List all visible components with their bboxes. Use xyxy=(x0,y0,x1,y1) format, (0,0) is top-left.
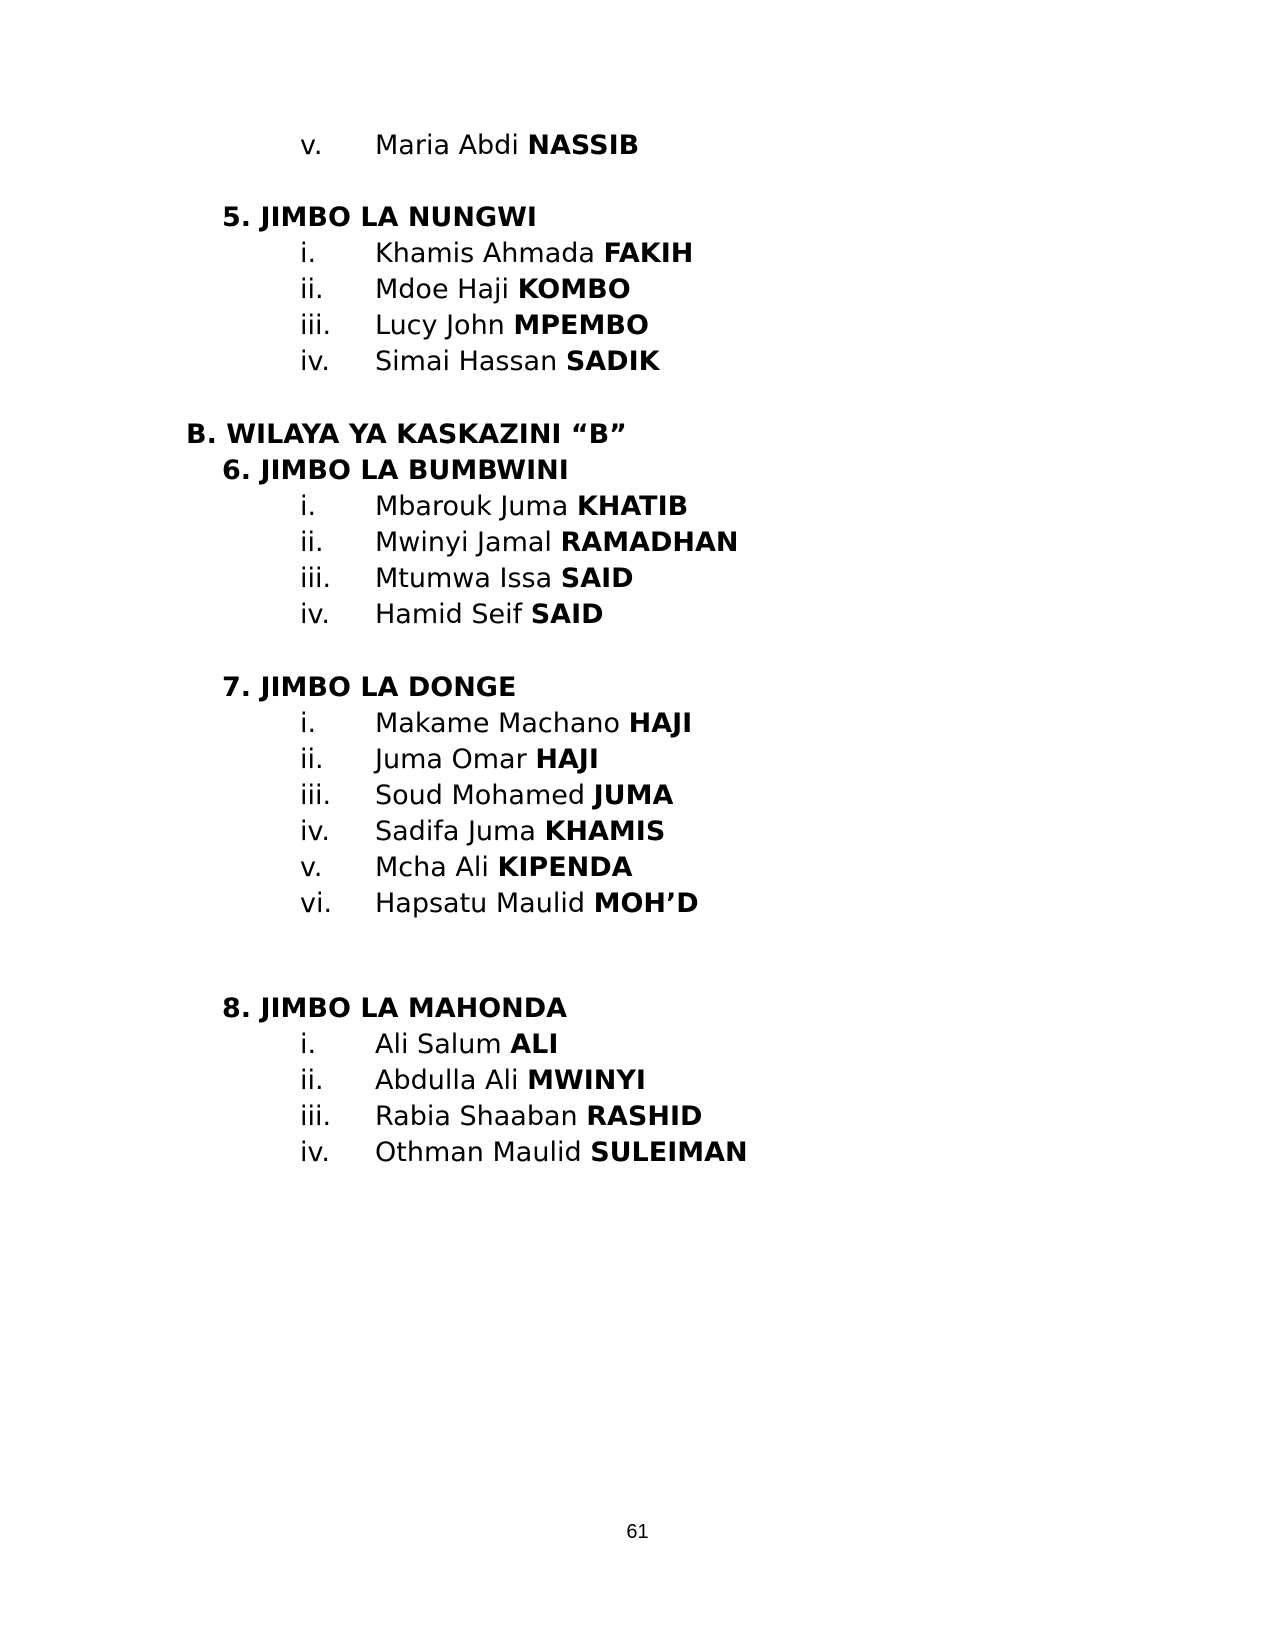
list-numeral: ii. xyxy=(300,1065,324,1096)
district-heading: B. WILAYA YA KASKAZINI “B” xyxy=(186,419,627,450)
list-numeral: ii. xyxy=(300,527,324,558)
member-given-name: Mtumwa Issa xyxy=(375,563,553,594)
member-surname: NASSIB xyxy=(527,130,640,161)
member-name xyxy=(375,307,649,345)
member-name xyxy=(375,524,738,562)
member-given-name: Khamis Ahmada xyxy=(375,238,595,269)
list-numeral: i. xyxy=(300,708,317,739)
list-numeral: iv. xyxy=(300,1137,330,1168)
member-given-name: Soud Mohamed xyxy=(375,780,586,811)
list-numeral: ii. xyxy=(300,274,324,305)
member-surname: KHAMIS xyxy=(544,816,666,847)
member-name xyxy=(375,741,599,779)
member-name xyxy=(375,885,699,923)
member-surname: KIPENDA xyxy=(497,852,633,883)
member-given-name: Hapsatu Maulid xyxy=(375,888,585,919)
member-name xyxy=(375,777,673,815)
list-numeral: ii. xyxy=(300,744,324,775)
member-surname: RAMADHAN xyxy=(560,527,739,558)
page-number: 61 xyxy=(626,1521,649,1543)
list-numeral: i. xyxy=(300,491,317,522)
member-name xyxy=(375,1098,702,1136)
member-surname: HAJI xyxy=(535,744,599,775)
member-name xyxy=(375,813,665,851)
member-surname: SAID xyxy=(560,563,634,594)
member-name xyxy=(375,560,634,598)
list-numeral: iii. xyxy=(300,780,332,811)
member-given-name: Lucy John xyxy=(375,310,505,341)
member-surname: KHATIB xyxy=(576,491,689,522)
member-name xyxy=(375,235,693,273)
list-numeral: iii. xyxy=(300,1101,332,1132)
list-numeral: i. xyxy=(300,238,317,269)
member-surname: MOH’D xyxy=(593,888,699,919)
list-numeral: v. xyxy=(300,852,323,883)
member-given-name: Ali Salum xyxy=(375,1029,502,1060)
member-given-name: Hamid Seif xyxy=(375,599,523,630)
member-name xyxy=(375,271,631,309)
member-given-name: Sadifa Juma xyxy=(375,816,536,847)
member-surname: KOMBO xyxy=(517,274,631,305)
member-given-name: Makame Machano xyxy=(375,708,621,739)
member-given-name: Mdoe Haji xyxy=(375,274,509,305)
member-given-name: Mcha Ali xyxy=(375,852,489,883)
list-numeral: v. xyxy=(300,130,323,161)
member-given-name: Rabia Shaaban xyxy=(375,1101,578,1132)
member-name xyxy=(375,488,688,526)
member-surname: SADIK xyxy=(565,346,660,377)
section-heading: 5. JIMBO LA NUNGWI xyxy=(222,202,537,233)
member-name xyxy=(375,127,639,165)
member-name xyxy=(375,343,660,381)
section-heading: 6. JIMBO LA BUMBWINI xyxy=(222,455,569,486)
member-given-name: Othman Maulid xyxy=(375,1137,582,1168)
member-surname: HAJI xyxy=(628,708,693,739)
member-given-name: Mbarouk Juma xyxy=(375,491,569,522)
section-heading: 7. JIMBO LA DONGE xyxy=(222,672,517,703)
list-numeral: iii. xyxy=(300,310,332,341)
section-heading: 8. JIMBO LA MAHONDA xyxy=(222,993,568,1024)
member-surname: MPEMBO xyxy=(513,310,649,341)
list-numeral: vi. xyxy=(300,888,333,919)
member-surname: SULEIMAN xyxy=(590,1137,748,1168)
member-name xyxy=(375,1026,558,1064)
member-name xyxy=(375,596,604,634)
member-name xyxy=(375,1134,748,1172)
member-surname: JUMA xyxy=(593,780,674,811)
member-given-name: Mwinyi Jamal xyxy=(375,527,552,558)
list-numeral: iii. xyxy=(300,563,332,594)
member-surname: MWINYI xyxy=(527,1065,646,1096)
member-surname: FAKIH xyxy=(603,238,694,269)
list-numeral: i. xyxy=(300,1029,317,1060)
list-numeral: iv. xyxy=(300,816,330,847)
list-numeral: iv. xyxy=(300,599,330,630)
list-numeral: iv. xyxy=(300,346,330,377)
member-given-name: Abdulla Ali xyxy=(375,1065,519,1096)
member-name xyxy=(375,1062,646,1100)
member-surname: RASHID xyxy=(586,1101,703,1132)
member-surname: SAID xyxy=(530,599,604,630)
member-given-name: Maria Abdi xyxy=(375,130,519,161)
member-given-name: Simai Hassan xyxy=(375,346,558,377)
member-given-name: Juma Omar xyxy=(375,744,527,775)
member-surname: ALI xyxy=(510,1029,559,1060)
member-name xyxy=(375,705,692,743)
member-name xyxy=(375,849,633,887)
